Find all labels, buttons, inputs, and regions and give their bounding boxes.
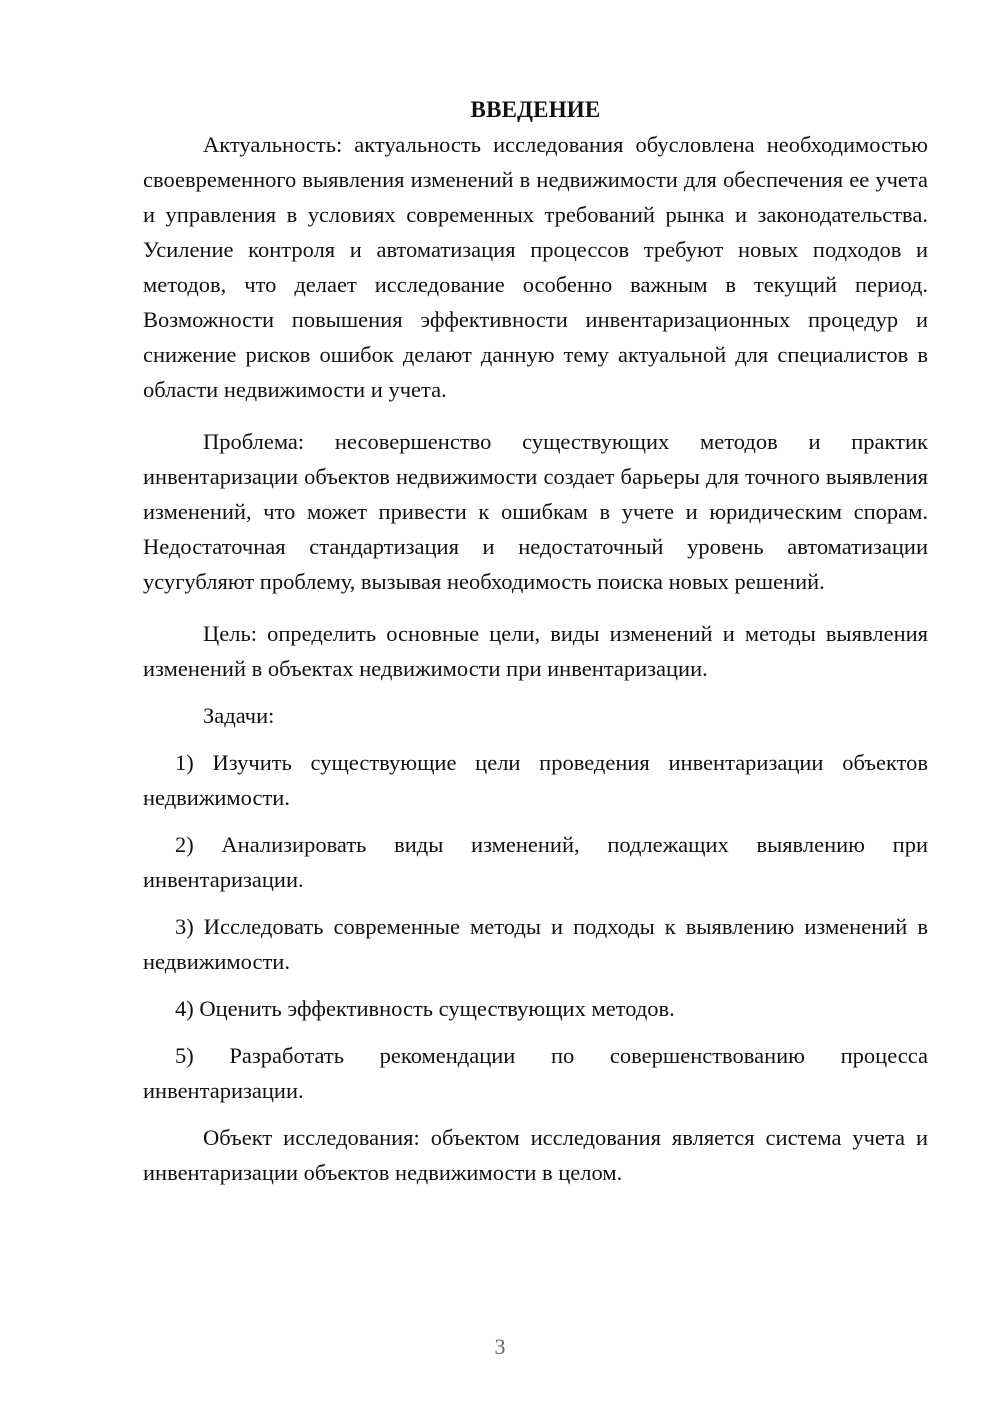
task-item-5: 5) Разработать рекомендации по совершенствованию процесса инвентаризации. xyxy=(143,1043,928,1103)
document-page xyxy=(143,92,928,1190)
relevance-paragraph: Актуальность: актуальность исследования обусловлена необходимостью своевременного выявления изменений в недвижимости для обеспечения ее учета и управления в условиях современных требований рынка и законодательства. Усиление контроля и автоматизация процессов требуют новых подходов и методов, что делает исследование особенно важным в текущий период. Возможности повышения эффективности инвентаризационных процедур и снижение рисков ошибок делают данную тему актуальной для специалистов в области недвижимости и учета. xyxy=(143,132,928,402)
section-title: ВВЕДЕНИЕ xyxy=(470,97,601,122)
goal-paragraph: Цель: определить основные цели, виды изменений и методы выявления изменений в объектах недвижимости при инвентаризации. xyxy=(143,621,928,681)
task-item-1: 1) Изучить существующие цели проведения инвентаризации объектов недвижимости. xyxy=(143,750,928,810)
page-number: 3 xyxy=(494,1334,506,1359)
object-paragraph: Объект исследования: объектом исследования является система учета и инвентаризации объектов недвижимости в целом. xyxy=(143,1125,928,1185)
task-item-2: 2) Анализировать виды изменений, подлежащих выявлению при инвентаризации. xyxy=(143,832,928,892)
tasks-heading: Задачи: xyxy=(203,703,275,728)
task-item-3: 3) Исследовать современные методы и подходы к выявлению изменений в недвижимости. xyxy=(143,914,928,974)
task-item-4: 4) Оценить эффективность существующих методов. xyxy=(175,996,675,1021)
problem-paragraph: Проблема: несовершенство существующих методов и практик инвентаризации объектов недвижимости создает барьеры для точного выявления изменений, что может привести к ошибкам в учете и юридическим спорам. Недостаточная стандартизация и недостаточный уровень автоматизации усугубляют проблему, вызывая необходимость поиска новых решений. xyxy=(143,429,928,594)
